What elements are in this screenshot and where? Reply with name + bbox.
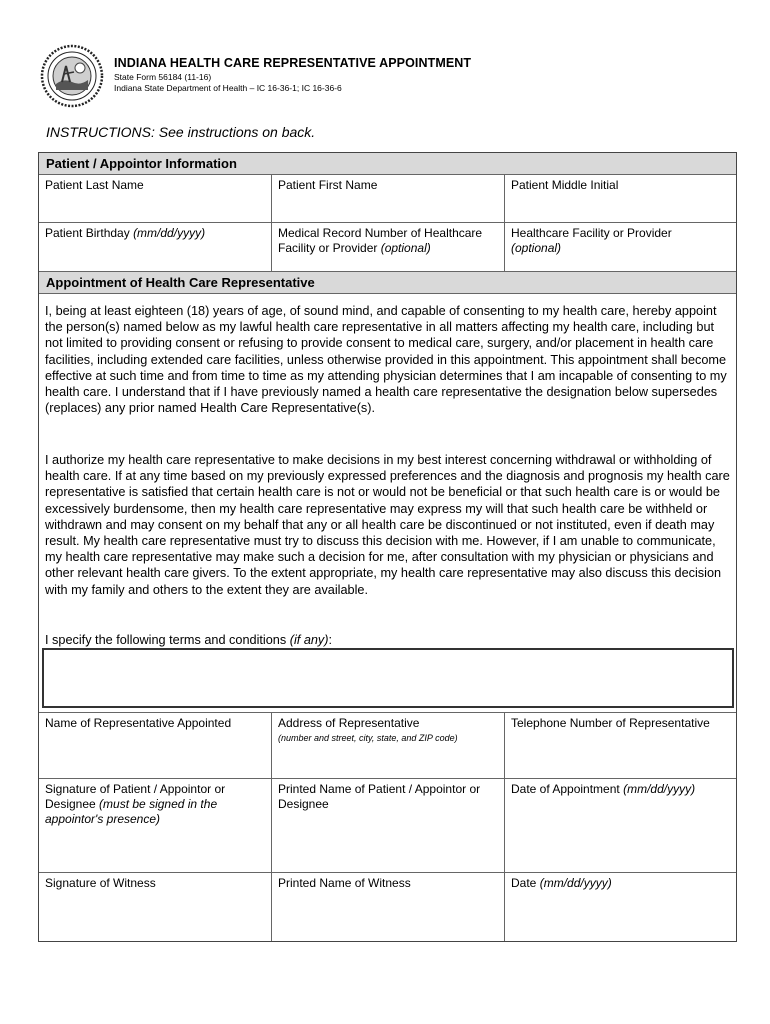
divider <box>39 872 736 873</box>
divider <box>39 293 736 294</box>
patient-last-name-field[interactable] <box>45 178 144 193</box>
appointment-date-field[interactable] <box>511 782 695 797</box>
healthcare-facility-label: Healthcare Facility or Provider <box>511 226 672 240</box>
patient-signature-field[interactable] <box>45 782 260 827</box>
appointment-date-hint: (mm/dd/yyyy) <box>623 782 696 796</box>
representative-address-field[interactable] <box>278 716 419 731</box>
healthcare-facility-field[interactable] <box>511 226 729 256</box>
column-divider <box>271 175 272 271</box>
witness-signature-field[interactable] <box>45 876 156 891</box>
patient-signature-label: Signature of Patient / Appointor or Designee <box>45 782 226 811</box>
terms-colon: : <box>328 633 333 647</box>
appointment-paragraph-1: I, being at least eighteen (18) years of age, of sound mind, and capable of consenting to my health care, hereby appoint the person(s) named below as my lawful health care representative in all matters affecting my health care, including but not limited to providing consent or refusing to provide consent to medical care, surgery, and/or placement in health care facilities, including extended care facilities, unless otherwise provided in this appointment. This appointment shall become effective at such time and from time to time as my attending physician determines that I am incapable of consenting to my health care. I understand that if I have previously named a health care representative the designation below supersedes (replaces) any prior named Health Care Representative(s). <box>45 304 727 416</box>
witness-date-label: Date <box>511 876 537 890</box>
patient-signature-hint: (must be signed in the appointor's presence) <box>45 797 218 826</box>
medical-record-number-label: Medical Record Number of Healthcare Facility or Provider <box>278 226 483 255</box>
form-title: INDIANA HEALTH CARE REPRESENTATIVE APPOINTMENT <box>114 56 472 70</box>
witness-date-field[interactable] <box>511 876 612 891</box>
column-divider <box>504 175 505 271</box>
form-number: State Form 56184 (11-16) <box>114 72 212 82</box>
terms-conditions-input[interactable] <box>42 648 734 708</box>
healthcare-facility-hint: (optional) <box>511 241 562 255</box>
agency-line: Indiana State Department of Health – IC 16-36-1; IC 16-36-6 <box>114 83 342 93</box>
printed-patient-name-field[interactable] <box>278 782 498 812</box>
divider <box>39 174 736 175</box>
patient-birthday-field[interactable] <box>45 226 205 241</box>
column-divider <box>504 713 505 941</box>
divider <box>39 222 736 223</box>
printed-witness-name-label: Printed Name of Witness <box>278 876 411 890</box>
patient-middle-initial-field[interactable] <box>511 178 618 193</box>
patient-birthday-hint: (mm/dd/yyyy) <box>133 226 206 240</box>
appointment-date-label: Date of Appointment <box>511 782 620 796</box>
witness-date-hint: (mm/dd/yyyy) <box>539 876 612 890</box>
patient-last-name-label: Patient Last Name <box>45 178 144 192</box>
divider <box>39 712 736 713</box>
representative-name-field[interactable] <box>45 716 231 731</box>
terms-hint: (if any) <box>289 633 329 647</box>
representative-phone-field[interactable] <box>511 716 710 731</box>
instructions-note: INSTRUCTIONS: See instructions on back. <box>46 124 316 140</box>
medical-record-number-hint: (optional) <box>380 241 431 255</box>
representative-phone-label: Telephone Number of Representative <box>511 716 710 730</box>
patient-birthday-label: Patient Birthday <box>45 226 130 240</box>
patient-first-name-label: Patient First Name <box>278 178 378 192</box>
appointment-section-heading: Appointment of Health Care Representative <box>39 272 736 293</box>
medical-record-number-field[interactable] <box>278 226 500 256</box>
column-divider <box>271 713 272 941</box>
terms-label: I specify the following terms and conditions <box>45 633 287 647</box>
appointment-paragraph-2: I authorize my health care representative to make decisions in my best interest concerning withdrawal or withholding of health care. If at any time based on my previously expressed preferences and the diagnosis and prognosis my health care representative is satisfied that certain health care is not or would not be beneficial or that such health care is or would be excessively burdensome, then my health care representative may express my will that such health care be withheld or withdrawn and may consent on my behalf that any or all health care be discontinued or not instituted, even if death may result. My health care representative must try to discuss this decision with me. However, if I am unable to communicate, my health care representative may make such a decision for me, after consultation with my physician or physicians and other relevant health care givers. To the extent appropriate, my health care representative may also discuss this decision with my family and others to the extent they are available. <box>45 453 730 597</box>
patient-section-heading: Patient / Appointor Information <box>39 153 736 174</box>
printed-witness-name-field[interactable] <box>278 876 411 891</box>
patient-first-name-field[interactable] <box>278 178 377 193</box>
divider <box>39 778 736 779</box>
representative-address-label: Address of Representative <box>278 716 420 730</box>
state-seal-icon <box>40 44 104 108</box>
printed-patient-name-label: Printed Name of Patient / Appointor or Designee <box>278 782 481 811</box>
terms-prompt <box>45 632 731 648</box>
representative-address-hint: (number and street, city, state, and ZIP code) <box>278 733 458 743</box>
witness-signature-label: Signature of Witness <box>45 876 156 890</box>
representative-name-label: Name of Representative Appointed <box>45 716 232 730</box>
patient-middle-initial-label: Patient Middle Initial <box>511 178 619 192</box>
